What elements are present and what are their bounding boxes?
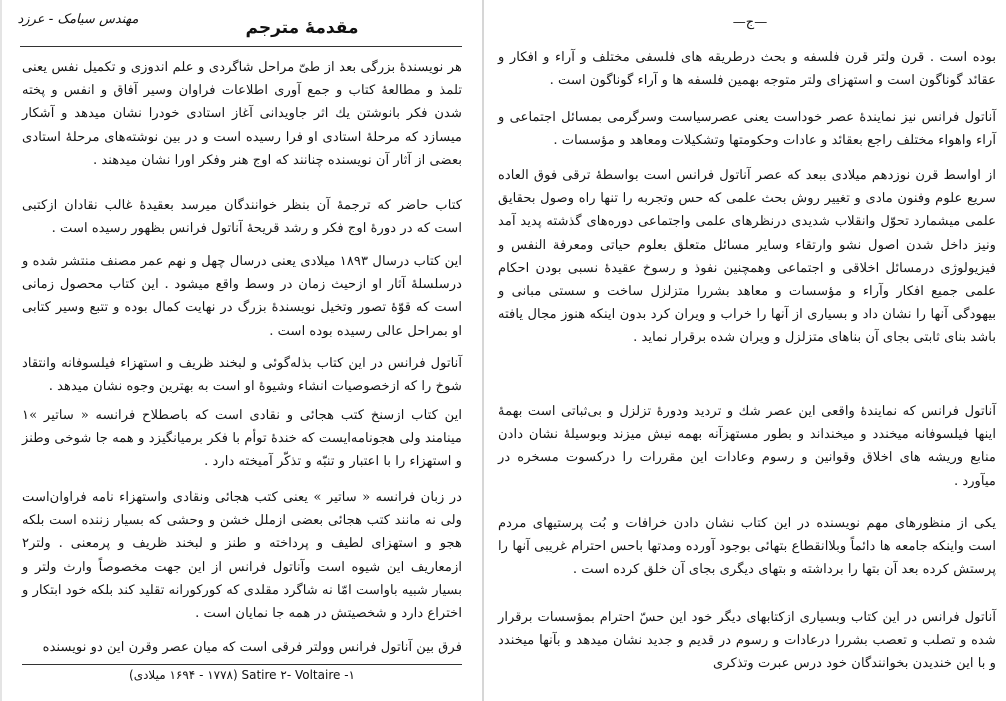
left-paragraph-1: هر نویسندهٔ بزرگی بعد از طیّ مراحل شاگردی و علم اندوزی و تکمیل نفس یعنی تلمذ و مطالعهٔ کتاب و جمع آوری اطلاعات فراوان وسیر آفاق و انفس و پخته شدن فکر بانوشتن یك اثر جاویدانی آغاز استادی خودرا نشان میدهد و آشکار میسازد که مرحلهٔ استادی او فرا رسیده است و در بین نوشته‌های مرحلهٔ استادی بعضی از آثار آن نویسنده چنانند که اوج هنر وفکر اورا نشان میدهند .: [22, 60, 462, 168]
footnote: ۱- Satire ۲- Voltaire (۱۶۹۴ - ۱۷۷۸ میلادی): [129, 668, 355, 682]
left-paragraph-6: در زبان فرانسه « ساتیر » یعنی کتب هجائی ونقادی واستهزاء نامه فراوان‌است ولی نه مانند کتب هجائی بعضی ازملل خشن و وحشی که بسیار زننده است بلکه هجو و استهزای لطیف و پرداخته و طنز و لبخند ظریف و پرمعنی . ولتر۲ ازمعاریف این شیوه است وآناتول فرانس از این جهت مخصوصاً وارث ولتر و بسیار شبیه باواست امّا نه شاگرد مقلدی که کورکورانه تقلید کند بلکه خود ابتکار و اختراع دارد و شخصیتش در همه جا نمایان است .: [22, 490, 462, 622]
left-paragraph-3: این کتاب درسال ۱۸۹۳ میلادی یعنی درسال چهل و نهم عمر مصنف منتشر شده و درسلسلهٔ آثار او ازحیث زمان در وسط واقع میشود . این کتاب محصول زمانی است که قوّهٔ تصور وتخیل نویسندهٔ بزرگ در نهایت کمال بوده و تتبع وسیر کتابی او بمراحل عالی رسیده بوده است .: [22, 254, 463, 339]
header-rule: [20, 46, 462, 47]
left-paragraph-7: فرق بین آناتول فرانس وولتر فرقی است که میان عصر وقرن این دو نویسنده: [42, 640, 462, 655]
right-page: [484, 0, 1006, 701]
right-paragraph-3: از اواسط قرن نوزدهم میلادی ببعد که عصر آناتول فرانس است بواسطهٔ ترقی فوق العاده سریع علوم وفنون مادی و تغییر روش بحث علمی که حس وتجربه را تنها راه وصول بحقایق علمی میشمارد تحوّل وانقلاب شدیدی درنظرهای علمی واجتماعی دوره‌های گذشته پدید آمد ونیز داخل شدن اصول نشو وارتقاء وسایر مسائل متعلق بعلوم حیاتی ومعرفة النفس و فیزیولوژی درمسائل اخلاقی و اجتماعی وهمچنین نفوذ و رسوخ عقیدهٔ نسبی بودن احکام علمی جمیع افکار وآراء و مؤسسات و معاهد بشررا متزلزل ساخت و سستی مبانی و بیهودگی آنها را نشان داد و بسیاری از آنها را خراب و ویران کرد بدون اینکه هنوز مجال یافته باشد بنای ثابتی بجای آن بناهای متزلزل و ویران شده برقرار نماید .: [498, 168, 996, 346]
right-paragraph-2: آناتول فرانس نیز نمایندهٔ عصر خوداست یعنی عصرسیاست وسرگرمی بمسائل اجتماعی و آراء واهواء مختلف راجع بعقائد و عادات وحکومتها وتشکیلات ومعاهد و مؤسسات .: [498, 110, 996, 149]
left-paragraph-2: کتاب حاضر که ترجمهٔ آن بنظر خوانندگان میرسد بعقیدهٔ غالب نقادان ازکتبی است که در دورهٔ اوج فکر و رشد قریحهٔ آناتول فرانس بظهور رسیده است .: [22, 198, 462, 237]
right-paragraph-5: یکی از منظورهای مهم نویسنده در این کتاب نشان دادن خرافات و بُت پرستیهای مردم است واینکه جامعه ها دائماً وبلاانقطاع بتهائی بوجود آورده ومدتها باحس احترام غریبی آنها را پرستش کرده بعد آن بتها را برداشته و بتهای دیگری بجای آن خلق کرده است .: [498, 516, 996, 578]
right-paragraph-4: آناتول فرانس که نمایندهٔ واقعی این عصر شك و تردید ودورهٔ تزلزل و بی‌ثباتی است بهمهٔ اینها فیلسوفانه میخندد و میخنداند و بطور مستهزآنه بهمه نیش میزند وبوسیلهٔ نشان دادن منابع وریشه های اخلاق وقوانین و رسوم وعادات این مقررات را درکسوت مسخره در میآورد .: [498, 404, 996, 489]
page-edge: [0, 0, 2, 701]
left-page: [0, 0, 482, 701]
left-paragraph-4: آناتول فرانس در این کتاب بذله‌گوئی و لبخند ظریف و استهزاء فیلسوفانه وانتقاد شوخ را که ازخصوصیات انشاء وشیوهٔ او است به بهترین وجوه نشان میدهد .: [22, 356, 462, 395]
page-number: —ج—: [732, 15, 768, 30]
left-paragraph-5: این کتاب ازسنخ کتب هجائی و نقادی است که باصطلاح فرانسه « ساتیر »۱ مینامند ولی هجونامه‌ایست که خندهٔ توأم با فکر برمیانگیزد و همه جا شوخی وطنز و استهزاء را با اعتبار و تنبّه و تذکّر آمیخته دارد .: [22, 408, 462, 470]
page-title: مقدمهٔ مترجم: [245, 18, 359, 38]
right-paragraph-1: بوده است . قرن ولتر قرن فلسفه و بحث درطریقه های فلسفی مختلف و آراء و افکار و عقائد گوناگون است و استهزای ولتر متوجه بهمین فلسفه ها و آراء گوناگون است .: [498, 50, 996, 89]
right-paragraph-6: آناتول فرانس در این کتاب وبسیاری ازکتابهای دیگر خود این حسّ احترام بمؤسسات برقرار شده و تصلب و تعصب بشررا درعادات و رسوم در قدیم و جدید نشان میدهد و بآنها میخندد و با این خندیدن بخوانندگان خود درس عبرت وتذکری: [498, 610, 996, 672]
footnote-rule: [22, 664, 462, 665]
translator-name: مهندس سیامک - عرزد: [17, 12, 139, 27]
